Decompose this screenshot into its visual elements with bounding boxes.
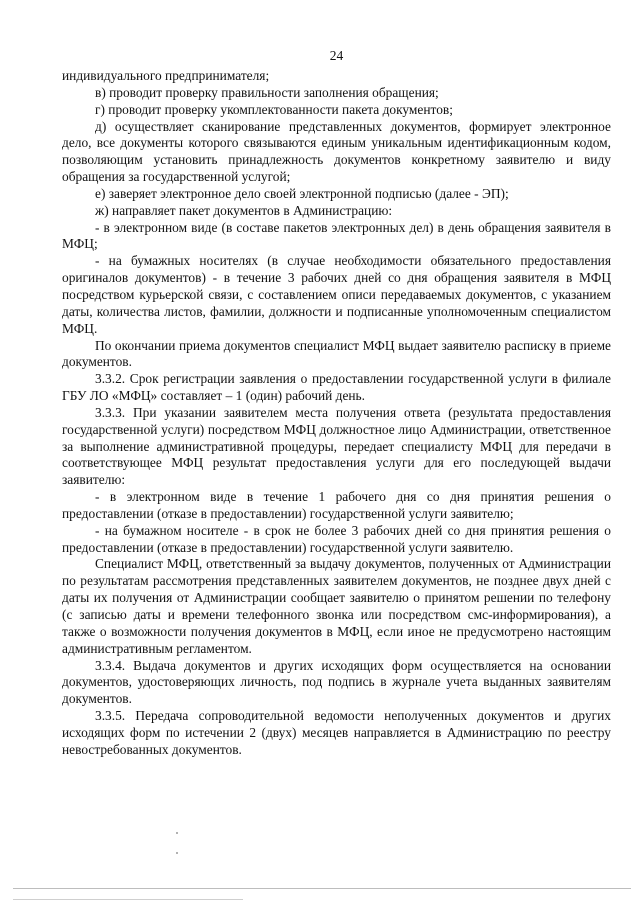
paragraph-continuation: индивидуального предпринимателя; [62, 68, 270, 83]
scan-edge-line [13, 899, 243, 900]
paragraph-item-zh: ж) направляет пакет документов в Администрацию: [95, 202, 393, 218]
document-body [62, 68, 611, 759]
paragraph-paper-form: - на бумажных носителях (в случае необходимости обязательного предоставления оригиналов документов) - в течение 3 рабочих дней со дня обращения заявителя в МФЦ посредством курьерской связи, с составлением описи передаваемых документов, с указанием даты, количества листов, фамилии, должности и подписанные уполномоченным специалистом МФЦ. [62, 253, 611, 336]
paragraph-3-3-5: 3.3.5. Передача сопроводительной ведомости неполученных документов и других исходящих форм по истечении 2 (двух) месяцев направляется в Администрацию по реестру невостребованных документов. [62, 708, 611, 757]
paragraph-electronic-form: - в электронном виде (в составе пакетов электронных дел) в день обращения заявителя в МФЦ; [62, 219, 611, 252]
paragraph-mfc-specialist: Специалист МФЦ, ответственный за выдачу документов, полученных от Администрации по результатам рассмотрения представленных заявителем документов, не позднее двух дней с даты их получения от Администрации сообщает заявителю о принятом решении по телефону (с записью даты и времени телефонного звонка или посредством смс-информирования), а также о возможности получения документов в МФЦ, если иное не предусмотрено настоящим административным регламентом. [62, 556, 611, 656]
paragraph-3-3-2: 3.3.2. Срок регистрации заявления о предоставлении государственной услуги в филиале ГБУ ЛО «МФЦ» составляет – 1 (один) рабочий день. [62, 371, 611, 404]
paragraph-item-e: е) заверяет электронное дело своей электронной подписью (далее - ЭП); [95, 185, 509, 201]
page-number: 24 [329, 48, 344, 63]
paragraph-result-paper: - на бумажном носителе - в срок не более 3 рабочих дней со дня принятия решения о предоставлении (отказе в предоставлении) государственной услуги заявителю. [62, 522, 611, 555]
paragraph-item-v: в) проводит проверку правильности заполнения обращения; [95, 84, 439, 100]
scan-edge-line [13, 888, 631, 889]
scan-artifact-dot [176, 852, 178, 854]
paragraph-3-3-4: 3.3.4. Выдача документов и других исходящих форм осуществляется на основании документов, удостоверяющих личность, под подпись в журнале учета выданных заявителям документов. [62, 657, 611, 707]
paragraph-3-3-3: 3.3.3. При указании заявителем места получения ответа (результата предоставления государственной услуги) посредством МФЦ должностное лицо Администрации, ответственное за выполнение административной процедуры, передает специалисту МФЦ для передачи в соответствующее МФЦ результат предоставления услуги для его последующей выдачи заявителю: [62, 404, 611, 488]
paragraph-receipt: По окончании приема документов специалист МФЦ выдает заявителю расписку в приеме документов. [62, 337, 611, 370]
paragraph-item-g: г) проводит проверку укомплектованности пакета документов; [95, 101, 453, 117]
paragraph-result-electronic: - в электронном виде в течение 1 рабочего дня со дня принятия решения о предоставлении (отказе в предоставлении) государственной услуги заявителю; [62, 489, 611, 521]
scan-artifact-dot [176, 832, 178, 834]
paragraph-item-d: д) осуществляет сканирование представленных документов, формирует электронное дело, все документы которого связываются единым уникальным идентификационным кодом, позволяющим установить принадлежность документов конкретному заявителю и виду обращения за государственной услугой; [62, 118, 611, 185]
